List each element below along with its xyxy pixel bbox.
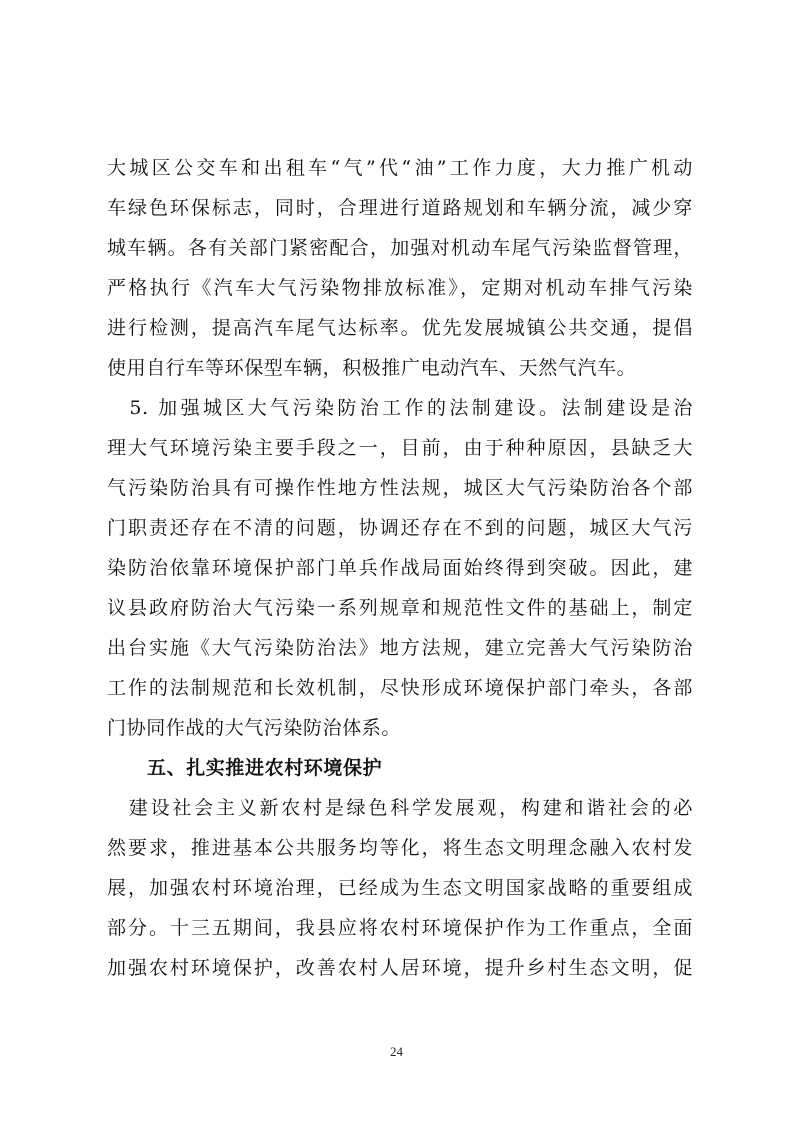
text-line: 门协同作战的大气污染防治体系。 [107,717,402,739]
text-line: 工作的法制规范和长效机制，尽快形成环境保护部门牵头，各部 [107,677,693,699]
page-number: 24 [390,1044,403,1059]
section-heading: 五、扎实推进农村环境保护 [147,757,383,779]
text-line: 严格执行《汽车大气污染物排放标准》，定期对机动车排气污染 [107,277,693,299]
text-line: 城车辆。各有关部门紧密配合，加强对机动车尾气污染监督管理， [107,237,693,259]
text-line: 展，加强农村环境治理，已经成为生态文明国家战略的重要组成 [107,877,693,899]
text-line: 部分。十三五期间，我县应将农村环境保护作为工作重点，全面 [107,917,693,939]
text-line: 气污染防治具有可操作性地方性法规，城区大气污染防治各个部 [107,477,693,499]
paragraph-first-line: 建设社会主义新农村是绿色科学发展观，构建和谐社会的必 [107,797,693,819]
text-line: 染防治依靠环境保护部门单兵作战局面始终得到突破。因此，建 [107,557,693,579]
text-line: 进行检测，提高汽车尾气达标率。优先发展城镇公共交通，提倡 [107,317,693,339]
text-line: 大城区公交车和出租车“气”代“油”工作力度，大力推广机动 [107,157,693,179]
text-line: 议县政府防治大气污染一系列规章和规范性文件的基础上，制定 [107,597,693,619]
text-line: 出台实施《大气污染防治法》地方法规，建立完善大气污染防治 [107,637,693,659]
paragraph-first-line: 5. 加强城区大气污染防治工作的法制建设。法制建设是治 [107,397,693,419]
body-text [107,148,693,988]
text-line: 理大气环境污染主要手段之一，目前，由于种种原因，县缺乏大 [107,437,693,459]
text-line: 使用自行车等环保型车辆，积极推广电动汽车、天然气汽车。 [107,357,637,379]
text-line: 加强农村环境保护，改善农村人居环境，提升乡村生态文明，促 [107,957,693,979]
text-line: 门职责还存在不清的问题，协调还存在不到的问题，城区大气污 [107,517,693,539]
text-line: 车绿色环保标志，同时，合理进行道路规划和车辆分流，减少穿 [107,197,693,219]
text-line: 然要求，推进基本公共服务均等化，将生态文明理念融入农村发 [107,837,693,859]
